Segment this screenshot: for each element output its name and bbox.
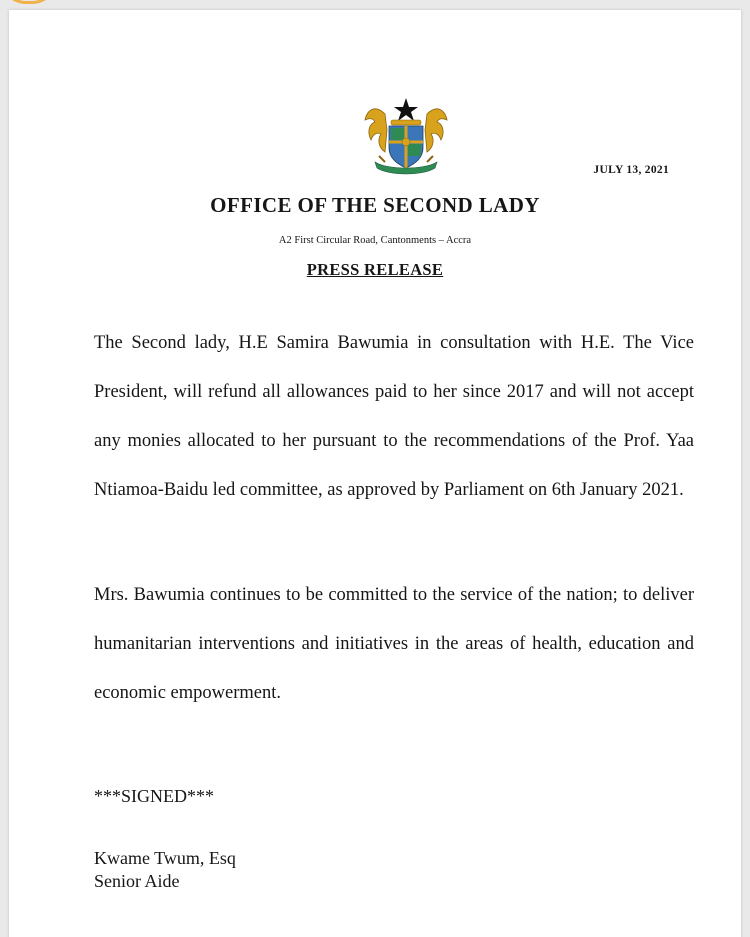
press-release-page xyxy=(9,10,741,937)
paragraph-commitment: Mrs. Bawumia continues to be committed to the service of the nation; to deliver humanitarian interventions and initiatives in the areas of health, education and economic empowerment. xyxy=(94,585,694,703)
press-release-heading: PRESS RELEASE xyxy=(306,260,444,279)
office-title: OFFICE OF THE SECOND LADY xyxy=(210,193,540,217)
coat-of-arms-icon xyxy=(361,96,451,178)
paragraph-refund: The Second lady, H.E Samira Bawumia in consultation with H.E. The Vice President, will refund all allowances paid to her since 2017 and will not accept any monies allocated to her pursuant to the recommendations of the Prof. Yaa Ntiamoa-Baidu led committee, as approved by Parliament on 6th January 2021. xyxy=(94,333,694,500)
release-date: JULY 13, 2021 xyxy=(593,164,669,176)
office-address: A2 First Circular Road, Cantonments – Accra xyxy=(278,235,472,246)
signatory-name: Kwame Twum, Esq xyxy=(94,848,236,868)
signatory-title: Senior Aide xyxy=(94,871,180,891)
corner-decoration xyxy=(0,0,58,4)
signed-label: ***SIGNED*** xyxy=(94,786,214,806)
signature-block xyxy=(94,847,236,893)
